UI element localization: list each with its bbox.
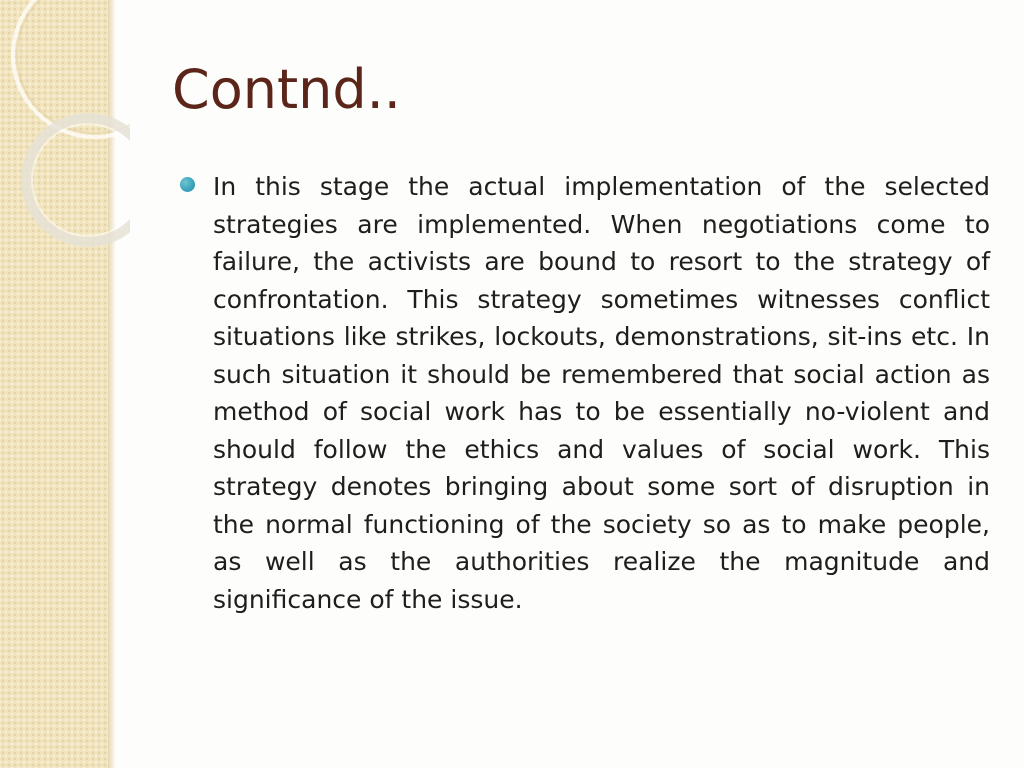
bullet-item [180, 168, 990, 618]
side-panel-edge [108, 0, 116, 768]
bullet-text: In this stage the actual implementation of the selected strategies are implemented. When negotiations come to failure, the activists are bound to resort to the strategy of confrontation. This strategy sometimes witnesses conflict situations like strikes, lockouts, demonstrations, sit-ins etc. In such situation it should be remembered that social action as method of social work has to be essentially no-violent and should follow the ethics and values of social work. This strategy denotes bringing about some sort of disruption in the normal functioning of the society so as to make people, as well as the authorities realize the magnitude and significance of the issue. [213, 172, 990, 614]
slide-content [180, 168, 990, 618]
slide-title: Contnd.. [172, 58, 401, 121]
decorative-side-panel [0, 0, 110, 768]
bullet-dot-icon [180, 177, 195, 192]
